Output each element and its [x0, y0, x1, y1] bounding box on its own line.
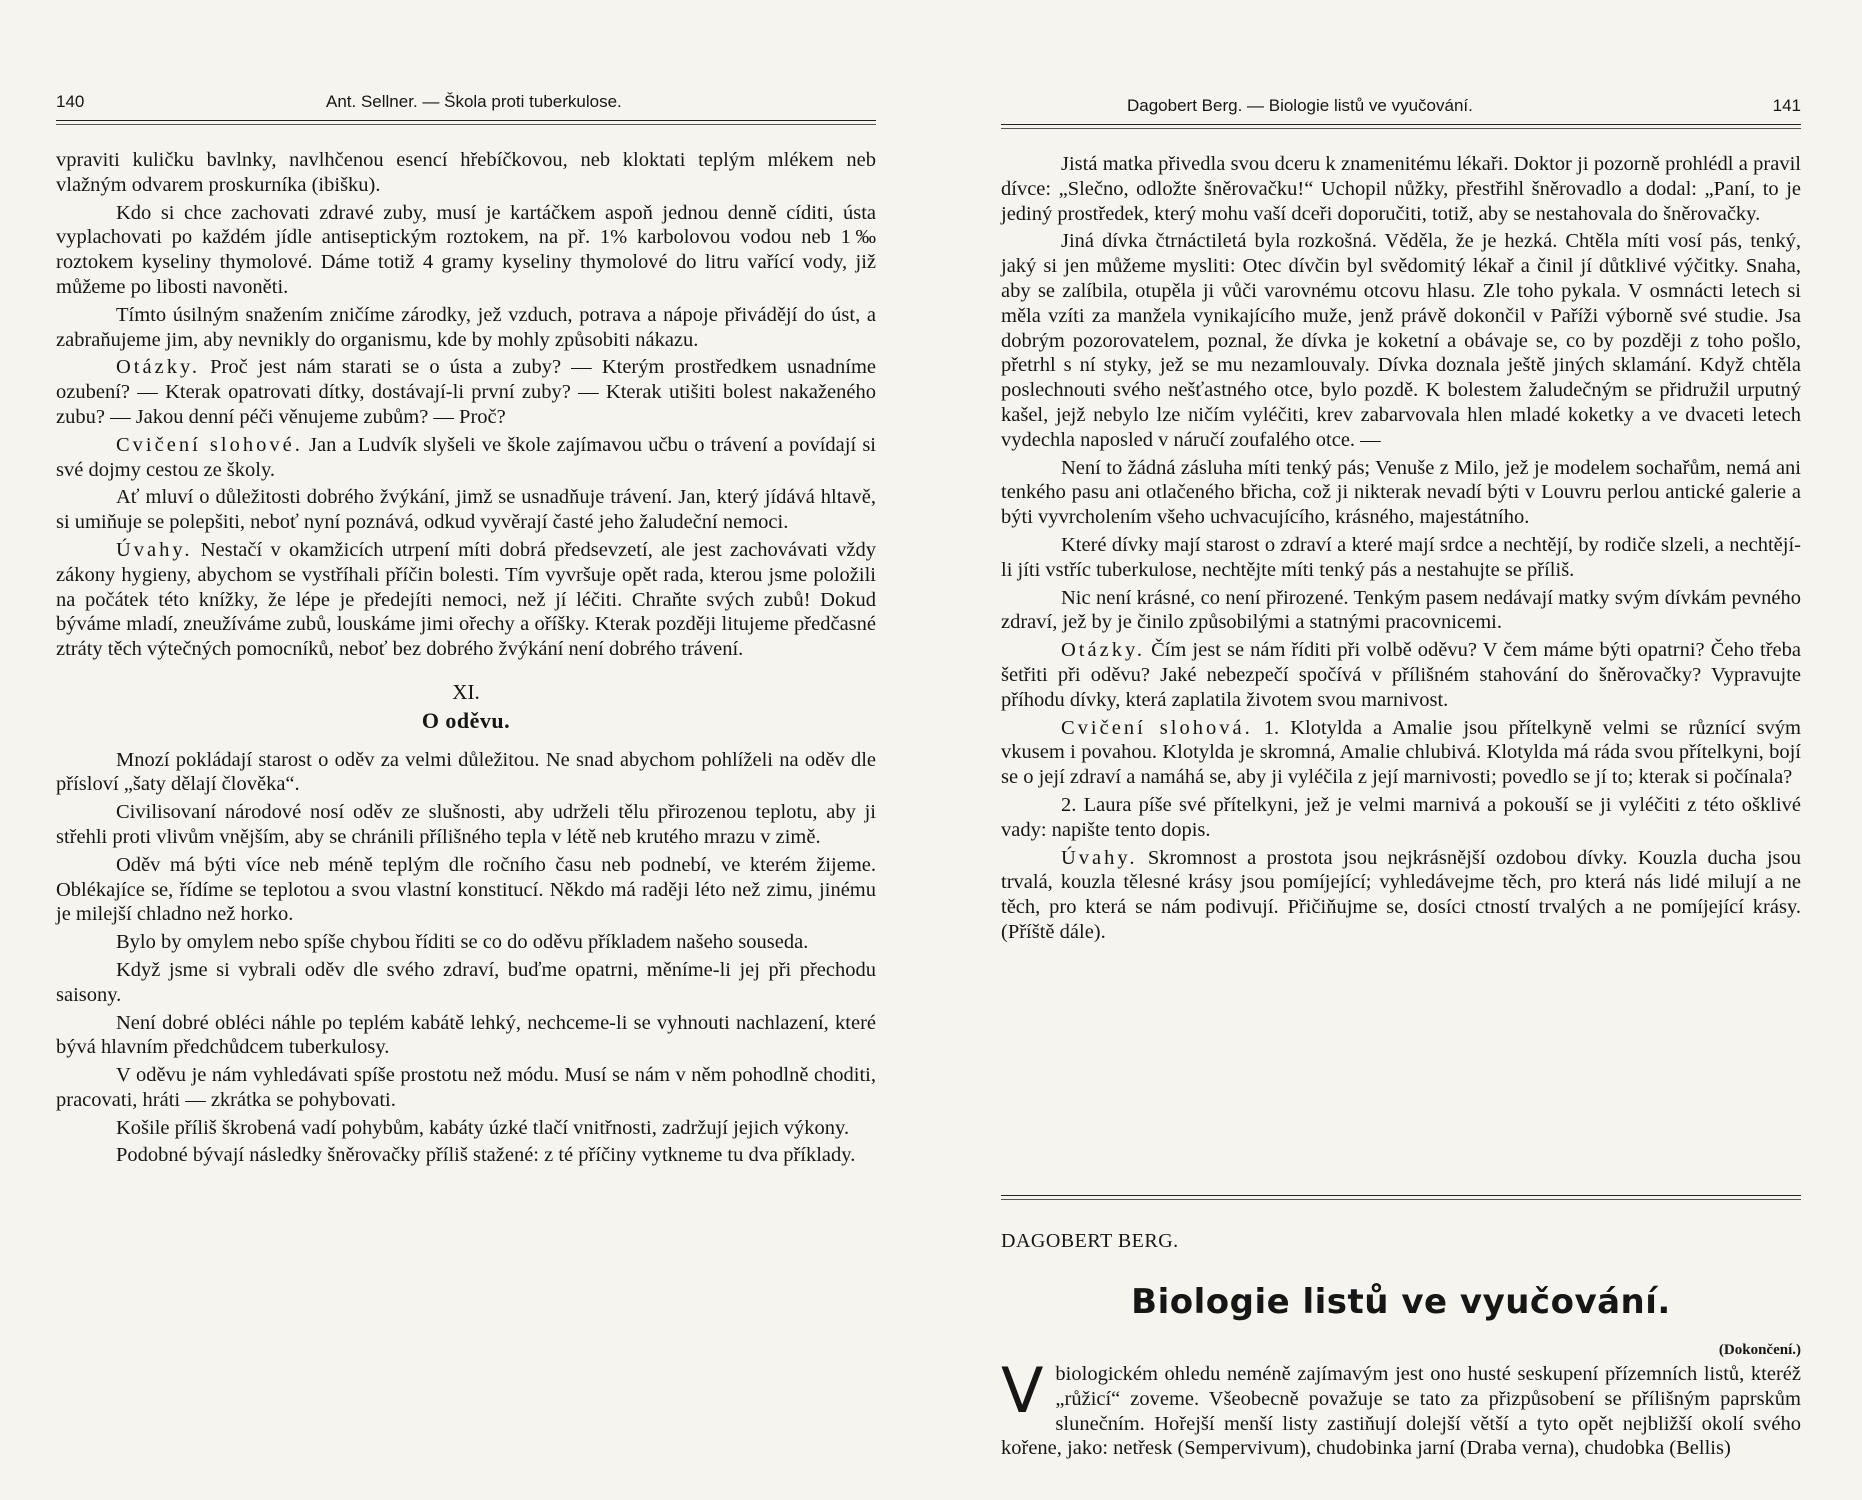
uvahy-text: Nestačí v okamžicích utrpení míti dobrá předsevzetí, ale jest zachovávati vždy zákony hygieny, abychom se vystříhali příčin bolesti. Tím vyvršuje opět rada, kterou jsme položili na počátek této knížky, že lépe je předejíti nemoci, než jí léčiti. Chraňte svých zubů! Dokud býváme mladí, zneužíváme zubů, louskáme jimi ořechy a oříšky. Kterak později litujeme předčasné ztráty těch výtečných pomocníků, neboť bez dobrého žvýkání není dobrého trávení.	[56, 538, 876, 661]
cviceni-lead: Cvičení slohová.	[1061, 716, 1253, 739]
otazky-lead: Otázky.	[116, 356, 200, 379]
paragraph: Není dobré obléci náhle po teplém kabátě lehký, nechceme-li se vyhnouti nachlazení, které bývá hlavním předchůdcem tuberkulosy.	[56, 1011, 876, 1059]
article-title: Biologie listů ve vyučování.	[1131, 1282, 1671, 1322]
otazky-lead: Otázky.	[1061, 639, 1145, 662]
article-separator-rule	[1001, 1195, 1801, 1196]
paragraph: Mnozí pokládají starost o oděv za velmi důležitou. Ne snad abychom pohlíželi na oděv dle přísloví „šaty dělají člověka“.	[56, 748, 876, 796]
section-title: O oděvu.	[421, 707, 511, 733]
uvahy-paragraph	[56, 538, 876, 662]
paragraph: V oděvu je nám vyhledávati spíše prostotu než módu. Musí se nám v něm pohodlně choditi, pracovati, hráti — zkrátka se pohybovati.	[56, 1064, 876, 1111]
paragraph: Jistá matka přivedla svou dceru k znamenitému lékaři. Doktor ji pozorně prohlédl a pravil dívce: „Slečno, odložte šněrovačku!“ Uchopil nůžky, přestřihl šněrovadlo a dodal: „Paní, to je jediný prostředek, který mohu vaší dceři doporučiti, totiž, aby se nestahovala do šněrovačky.	[1001, 153, 1801, 225]
left-running-head	[56, 92, 876, 118]
paragraph: Košile příliš škrobená vadí pohybům, kabáty úzké tlačí vnitřnosti, zadržují jejich výkony.	[116, 1116, 850, 1139]
continuation-note: (Dokončení.)	[1718, 1342, 1801, 1358]
right-running-title: Dagobert Berg. — Biologie listů ve vyučování.	[1127, 96, 1473, 115]
otazky-paragraph	[56, 355, 876, 429]
uvahy-paragraph	[1001, 846, 1801, 945]
cviceni-text: Jan a Ludvík slyšeli ve škole zajímavou učbu o trávení a povídají si své dojmy cestou ze školy.	[56, 433, 876, 481]
right-header-rule	[1001, 124, 1801, 125]
left-text-column	[56, 148, 876, 1171]
left-page-number: 140	[56, 92, 85, 111]
cviceni-paragraph	[56, 433, 876, 483]
uvahy-text: Skromnost a prostota jsou nejkrásnější ozdobou dívky. Kouzla ducha jsou trvalá, kouzla tělesné krásy jsou pomíjející; vyhledávejme těch, pro která nás lidé milují a ne těch, pro která se nám podivují. Přičiňujme se, dosíci ctností trvalých a ne pomíjející krásy. (Příště dále).	[1001, 846, 1801, 943]
otazky-text: Proč jest nám starati se o ústa a zuby? — Kterým prostředkem usnadníme ozubení? — Kterak opatrovati dítky, dostávají-li první zuby? — Kterak utišiti bolest nakaženého zubu? — Jakou denní péči věnujeme zubům? — Proč?	[56, 356, 877, 428]
paragraph: 2. Laura píše své přítelkyni, jež je velmi marnivá a pokouší se ji vyléčiti z této ošklivé vady: napište tento dopis.	[1001, 793, 1801, 841]
paragraph: vpraviti kuličku bavlnky, navlhčenou esencí hřebíčkovou, neb kloktati teplým mlékem neb vlažným odvarem proskurníka (ibišku).	[56, 149, 876, 196]
cviceni-paragraph	[1001, 716, 1801, 790]
otazky-paragraph	[1001, 638, 1801, 712]
paragraph: Kdo si chce zachovati zdravé zuby, musí je kartáčkem aspoň jednou denně cíditi, ústa vyplachovati po každém jídle antiseptickým roztokem, na př. 1% karbolovou vodou neb 1‰ roztokem kyseliny thymolové. Dáme totiž 4 gramy kyseliny thymolové do litru vařící vody, již můžeme po libosti navoněti.	[56, 201, 876, 298]
drop-cap: V	[1001, 1354, 1044, 1427]
right-page-number: 141	[1772, 96, 1801, 115]
paragraph: Není to žádná zásluha míti tenký pás; Venuše z Milo, jež je modelem sochařům, nemá ani tenkého pasu ani otlačeného břicha, což ji nikterak nevadí býti v Louvru perlou antické galerie a býti vyvrcholením všeho uchvacujícího, krásného, majestátního.	[1001, 456, 1801, 529]
right-text-column	[1001, 152, 1801, 948]
paragraph: Oděv má býti více neb méně teplým dle ročního času neb podnebí, ve kterém žijeme. Oblékajíce se, řídíme se teplotou a svou vlastní konstitucí. Někdo má raději léto než zimu, jinému je milejší chladno než horko.	[56, 853, 876, 926]
cviceni-text: 1. Klotylda a Amalie jsou přítelkyně velmi se různící svým vkusem i povahou. Klotylda je skromná, Amalie chlubivá. Klotylda má ráda svou přítelkyni, bojí se o její zdraví a namáhá se, aby ji vyléčila z její marnivosti; povedlo se jí to; kterak si počínala?	[1001, 716, 1801, 789]
paragraph: Když jsme si vybrali oděv dle svého zdraví, buďme opatrni, měníme-li jej při přechodu saisony.	[56, 958, 876, 1006]
paragraph: Nic není krásné, co není přirozené. Tenkým pasem nedávají matky svým dívkám pevného zdraví, jež by je činilo způsobilými a statnými pracovnicemi.	[1001, 586, 1801, 634]
paragraph: Bylo by omylem nebo spíše chybou říditi se co do oděvu příkladem našeho souseda.	[116, 931, 809, 954]
otazky-text: Čím jest se nám říditi při volbě oděvu? V čem máme býti opatrni? Čeho třeba šetřiti při oděvu? Jaké nebezpečí spočívá v přílišném stahování do šněrovačky? Vypravujte příhodu dívky, která zaplatila životem svou marnivost.	[1001, 639, 1802, 711]
paragraph: Tímto úsilným snažením zničíme zárodky, jež vzduch, potrava a nápoje přivádějí do úst, a zabraňujeme jim, aby nevnikly do organismu, kde by mohly způsobiti nákazu.	[56, 303, 876, 351]
paragraph: Civilisovaní národové nosí oděv ze slušnosti, aby udrželi tělu přirozenou teplotu, aby ji střehli proti vlivům vnějším, aby se chránili přílišného tepla v létě neb krutého mrazu v zimě.	[56, 801, 876, 848]
right-running-head	[1001, 96, 1801, 122]
left-running-title: Ant. Sellner. — Škola proti tuberkulose.	[326, 92, 622, 111]
article-paragraph: biologickém ohledu neméně zajímavým jest ono husté seskupení přízemních listů, kteréž „růžicí“ zoveme. Všeobecně považuje se tato za přizpůsobení se přílišným paprskům slunečním. Hořejší menší listy zastiňují dolejší větší a tyto opět nejbližší okolí svého kořene, jako: netřesk (Sempervivum), chudobinka jarní (Draba verna), chudobka (Bellis)	[1001, 1363, 1801, 1460]
left-header-rule	[56, 120, 876, 121]
paragraph: Ať mluví o důležitosti dobrého žvýkání, jimž se usnadňuje trávení. Jan, který jídává hltavě, si umiňuje se polepšiti, neboť nyní poznává, odkud vyvěrají časté jeho žaludeční nemoci.	[56, 486, 876, 534]
cviceni-lead: Cvičení slohové.	[116, 433, 303, 456]
right-page	[931, 0, 1862, 1500]
uvahy-lead: Úvahy.	[1061, 846, 1138, 869]
article-author: DAGOBERT BERG.	[1001, 1230, 1179, 1252]
paragraph: Které dívky mají starost o zdraví a které mají srdce a nechtějí, by rodiče slzeli, a nechtějí-li jíti vstříc tuberkulose, nechtějte míti tenký pás a nestahujte se příliš.	[1001, 533, 1801, 581]
uvahy-lead: Úvahy.	[116, 538, 193, 561]
paragraph: Podobné bývají následky šněrovačky příliš stažené: z té příčiny vytkneme tu dva příklady.	[116, 1144, 856, 1167]
article-body	[1001, 1354, 1801, 1461]
section-number: XI.	[452, 679, 480, 704]
paragraph: Jiná dívka čtrnáctiletá byla rozkošná. Věděla, že je hezká. Chtěla míti vosí pás, tenký, jaký si jen můžeme mysliti: Otec dívčin byl svědomitý lékař a činil jí důtklivé výčitky. Snaha, aby se zalíbila, otupěla ji vůči varovnému otcovu hlasu. Zle toho pykala. V osmnácti letech si měla vzíti za manžela vynikajícího muže, jenž právě dokončil v Paříži výborně své studie. Jsa dobrým pozorovatelem, poznal, že dívka je koketní a obávaje se, co by později z toho pošlo, přetrhl s ní styky, jež se mu nezamlouvaly. Dívka doznala ještě jiných sklamání. Když chtěla poslechnouti svého nešťastného otce, bylo pozdě. K bolestem žaludečným se přidružil urputný kašel, jejž nebylo lze ničím vyléčiti, krev zabarvovala hlen mladé koketky a ve dvaceti letech vydechla naposled v náručí zoufalého otce. —	[1001, 230, 1801, 451]
